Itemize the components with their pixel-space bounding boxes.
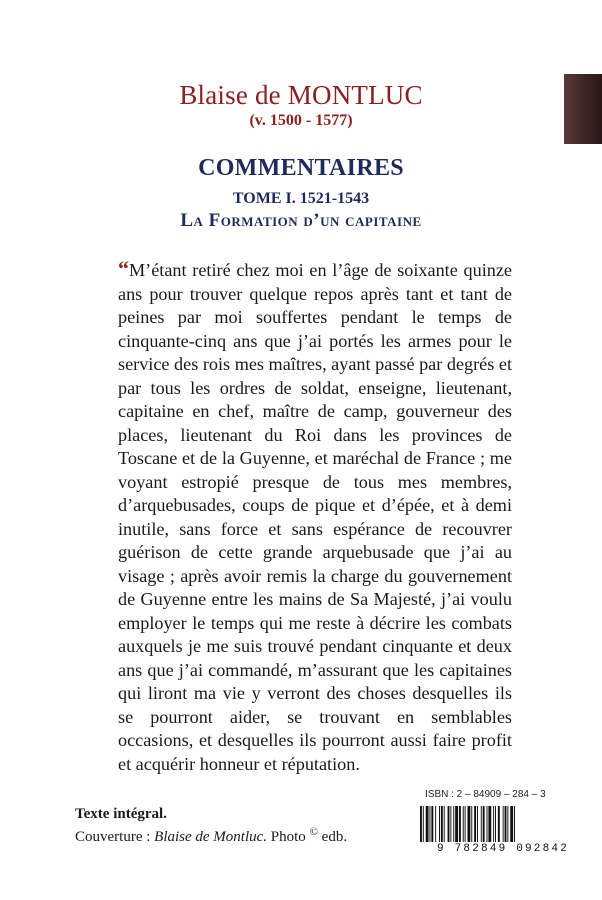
volume-label: TOME I. 1521-1543	[232, 190, 370, 207]
credit-publisher: edb.	[317, 829, 348, 845]
barcode-bar	[420, 806, 422, 842]
barcode-bar	[431, 806, 433, 842]
barcode-bar	[453, 806, 454, 842]
barcode-bar	[426, 806, 429, 842]
barcode-bar	[465, 806, 466, 842]
credit-work: Blaise de Montluc.	[154, 829, 268, 845]
cover-credit	[75, 826, 347, 846]
barcode-bar	[441, 806, 443, 842]
copyright-symbol: ©	[309, 826, 318, 838]
author-dates: (v. 1500 - 1577)	[249, 112, 353, 129]
barcode-bar	[510, 806, 513, 842]
barcode-bar	[507, 806, 508, 842]
barcode-bar	[468, 806, 471, 842]
credit-prefix: Couverture :	[75, 829, 155, 845]
barcode-bar	[455, 806, 458, 842]
barcode-bar	[444, 806, 445, 842]
barcode-bar	[498, 806, 500, 842]
barcode-bar	[463, 806, 464, 842]
barcode-bar	[505, 806, 507, 842]
author-name: Blaise de MONTLUC	[179, 80, 423, 110]
barcode-digits: 9 782849 092842	[436, 843, 570, 855]
barcode-bar	[474, 806, 476, 842]
barcode-bar	[471, 806, 472, 842]
barcode-bar	[450, 806, 451, 842]
credit-photo: Photo	[267, 829, 310, 845]
book-subtitle: La Formation d’un capitaine	[180, 210, 422, 231]
back-cover-quote	[118, 257, 512, 776]
opening-quote-mark: “	[118, 256, 129, 281]
text-integral-note: Texte intégral.	[75, 806, 167, 822]
barcode-bar	[493, 806, 494, 842]
barcode-bar	[439, 806, 440, 842]
barcode-bar	[481, 806, 482, 842]
book-title: COMMENTAIRES	[198, 155, 404, 181]
barcode-bar	[487, 806, 488, 842]
barcode-bar	[495, 806, 496, 842]
barcode-bar	[514, 806, 515, 842]
barcode-bar	[503, 806, 504, 842]
quote-text: M’étant retiré chez moi en l’âge de soixante quinze ans pour trouver quelque repos après tant et tant de peines par moi souffertes pendant le temps de cinquante-cinq ans que j’ai portés les armes pour le service des rois mes maîtres, ayant passé par degrés et par tous les ordres de soldat, enseigne, lieutenant, capitaine en chef, maître de camp, gouverneur des places, lieutenant du Roi dans les provinces de Toscane et de la Guyenne, et maréchal de France ; me voyant estropié presque de tous mes membres, d’arquebusades, coups de pique et d’épée, et à demi inutile, sans force et sans espérance de recouvrer guérison de cette grande arquebusade que j’ai au visage ; après avoir remis la charge du gouvernement de Guyenne entre les mains de Sa Majesté, j’ai voulu employer le temps qui me reste à décrire les combats auxquels je me suis trouvé pendant cinquante et deux ans que j’ai commandé, m’assurant que les capitaines qui liront ma vie y verront des choses desquelles ils se pourront aider, se trouvant en semblables occasions, et desquelles ils pourront aussi faire profit et acquérir honneur et réputation.	[118, 260, 512, 774]
barcode-bar	[430, 806, 431, 842]
barcode-bar	[488, 806, 491, 842]
barcode-bar	[435, 806, 436, 842]
barcode-bar	[483, 806, 485, 842]
barcode-bar	[477, 806, 478, 842]
barcode-bar	[459, 806, 461, 842]
barcode-bar	[423, 806, 424, 842]
barcode-bar	[448, 806, 450, 842]
isbn-label: ISBN : 2 – 84909 – 284 – 3	[425, 789, 546, 800]
